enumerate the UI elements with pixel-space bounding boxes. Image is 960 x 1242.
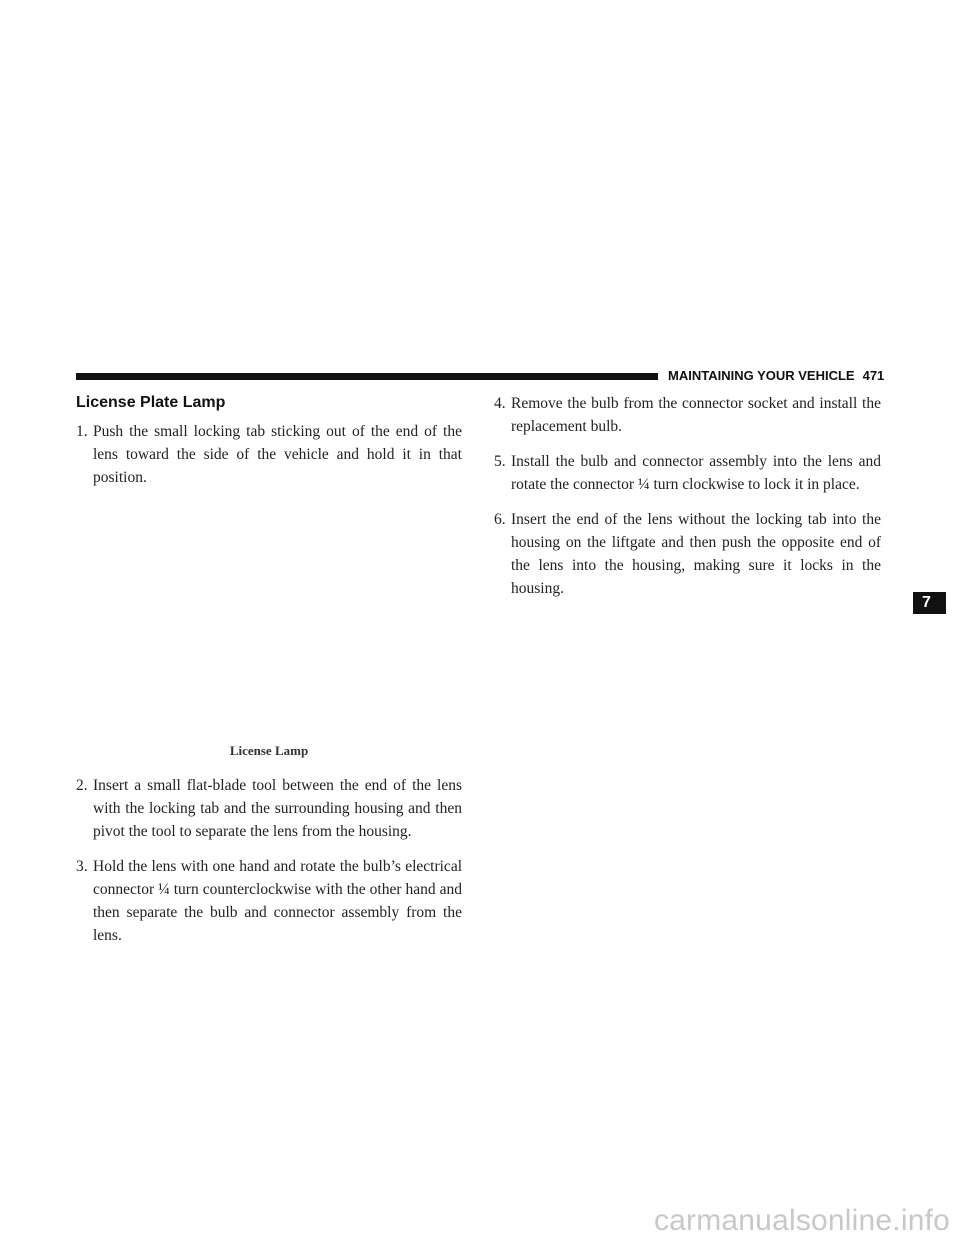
- step-number: 2.: [76, 777, 88, 794]
- step-number: 3.: [76, 858, 88, 875]
- step-number: 4.: [494, 395, 506, 412]
- step-text: Install the bulb and connector assembly into the lens and rotate the connector ¼ turn clockwise to lock it in place.: [511, 453, 881, 493]
- page-number: 471: [862, 368, 885, 383]
- section-heading: License Plate Lamp: [76, 394, 226, 411]
- step-text: Push the small locking tab sticking out of the end of the lens toward the side of the vehicle and hold it in that position.: [93, 423, 462, 486]
- step-number: 5.: [494, 453, 506, 470]
- step-6: [494, 508, 881, 600]
- step-number: 1.: [76, 423, 88, 440]
- step-text: Remove the bulb from the connector socket and install the replacement bulb.: [511, 395, 881, 435]
- watermark: carmanualsonline.info: [653, 1204, 950, 1237]
- chapter-tab: 7: [913, 592, 946, 614]
- step-text: Insert a small flat-blade tool between the end of the lens with the locking tab and the surrounding housing and then pivot the tool to separate the lens from the housing.: [93, 777, 462, 840]
- figure-caption: License Lamp: [229, 743, 309, 758]
- step-4: [494, 392, 881, 438]
- step-text: Hold the lens with one hand and rotate the bulb’s electrical connector ¼ turn counterclockwise with the other hand and then separate the bulb and connector assembly from the lens.: [93, 858, 462, 944]
- step-text: Insert the end of the lens without the locking tab into the housing on the liftgate and then push the opposite end of the lens into the housing, making sure it locks in the housing.: [511, 511, 881, 597]
- step-3: [76, 855, 462, 947]
- step-5: [494, 450, 881, 496]
- header-rule: [76, 373, 658, 380]
- left-column: [76, 420, 462, 959]
- step-2: [76, 774, 462, 843]
- running-header: [668, 368, 884, 383]
- right-column: [494, 392, 881, 612]
- step-1: [76, 420, 462, 489]
- step-number: 6.: [494, 511, 506, 528]
- license-lamp-figure: [76, 505, 462, 737]
- header-section-title: MAINTAINING YOUR VEHICLE: [668, 368, 855, 383]
